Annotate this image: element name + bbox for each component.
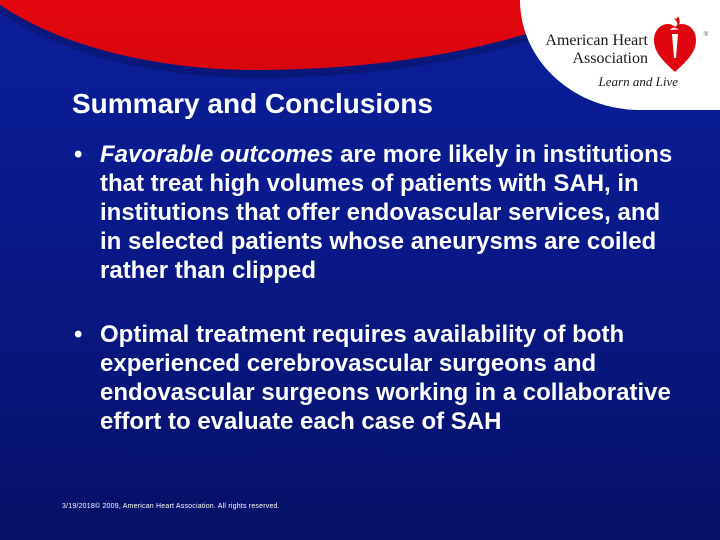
- slide-footer: 3/19/2018© 2009, American Heart Association. All rights reserved.: [62, 503, 280, 510]
- bullet-item-2: [74, 320, 674, 436]
- logo-org-line1: American Heart: [545, 32, 648, 49]
- logo-org-line2: Association: [572, 50, 648, 67]
- logo-tagline: Learn and Live: [598, 74, 678, 89]
- slide-title: Summary and Conclusions: [72, 88, 433, 119]
- bullet-list: [74, 140, 674, 436]
- bullet-marker: •: [74, 141, 83, 168]
- bullet-item-1: [74, 140, 674, 285]
- bullet-2-text: Optimal treatment requires availability of both experienced cerebrovascular surgeons and endovascular surgeons working in a collaborative effort to evaluate each case of SAH: [100, 321, 671, 435]
- heart-torch-icon: [652, 14, 698, 74]
- registered-mark: ®: [703, 32, 708, 38]
- aha-logo: [528, 14, 708, 94]
- bullet-1-text: are more likely in institutions that treat high volumes of patients with SAH, in institutions that offer endovascular services, and in selected patients whose aneurysms are coiled rather than clipped: [100, 141, 673, 284]
- bullet-1-emphasis: Favorable outcomes: [100, 141, 334, 168]
- bullet-marker: •: [74, 321, 83, 348]
